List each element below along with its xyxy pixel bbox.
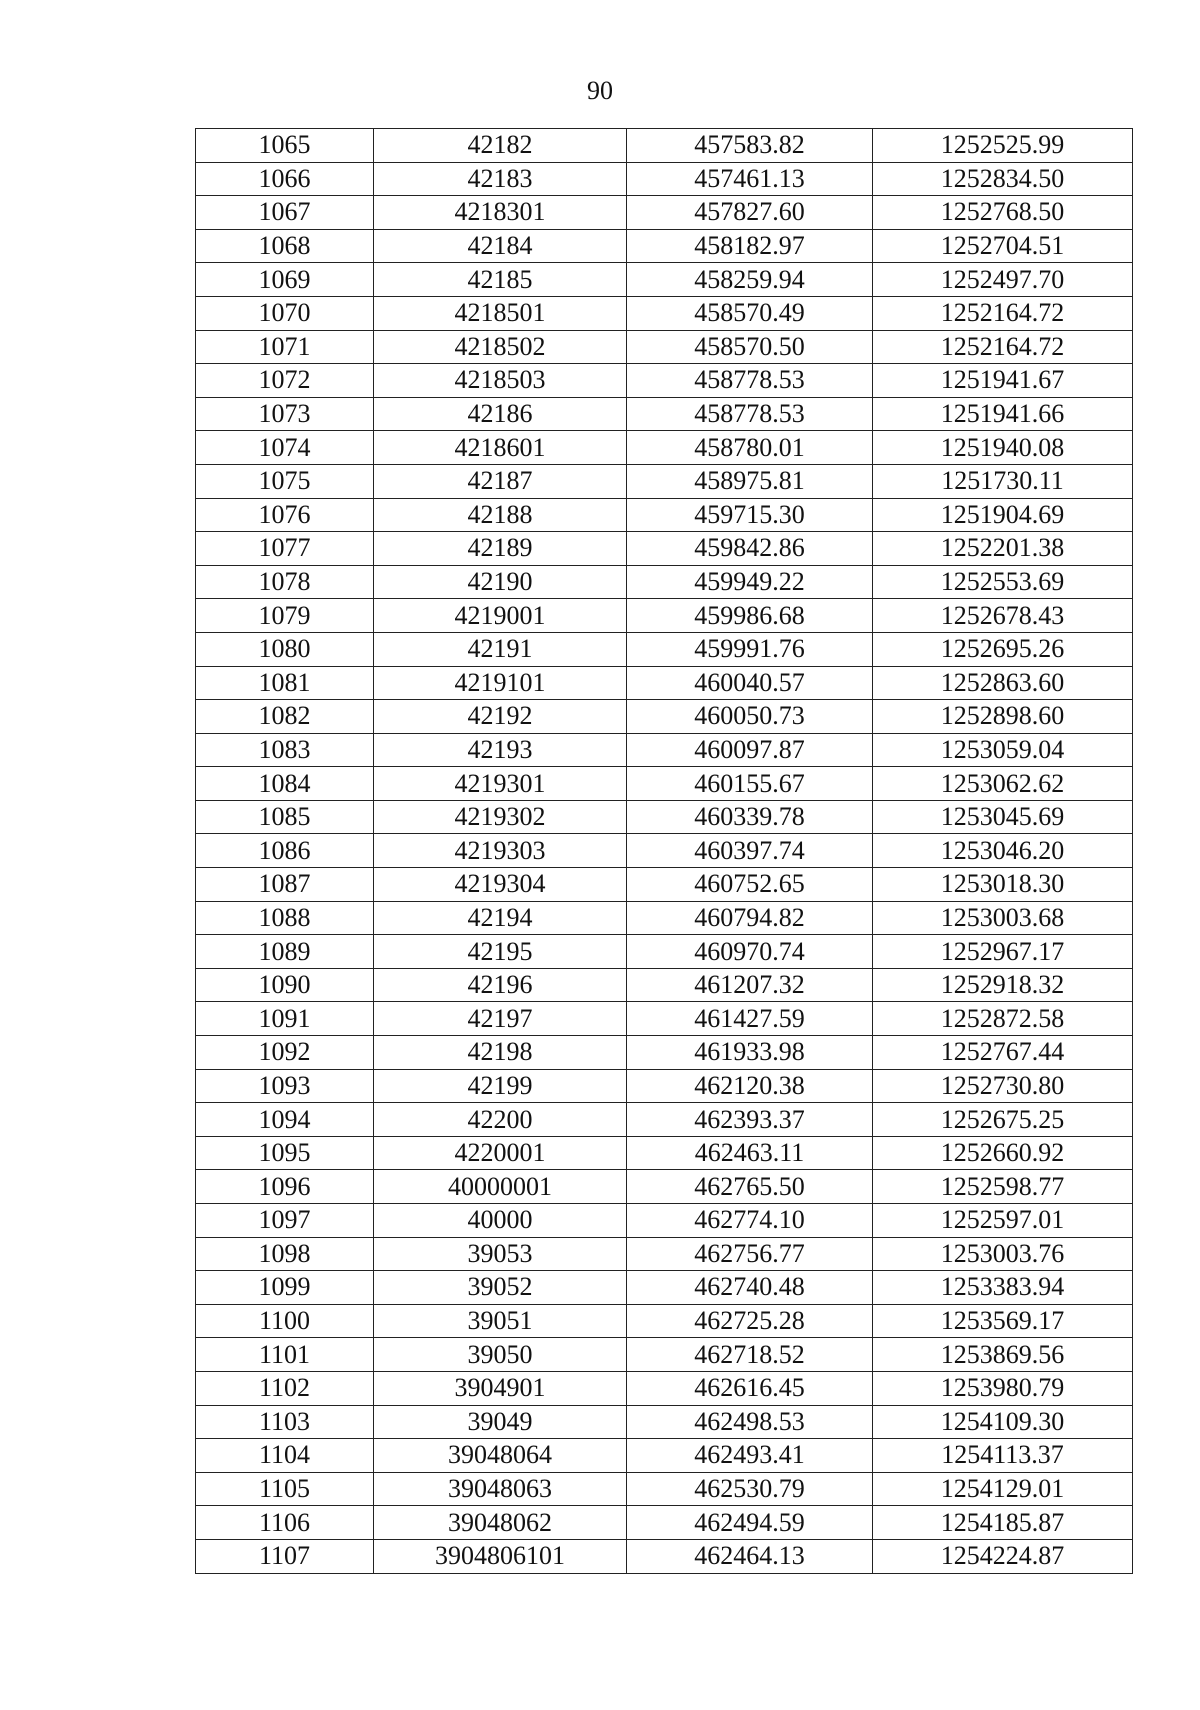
- row-index-cell: 1102: [196, 1371, 374, 1405]
- table-row: [196, 1472, 1133, 1506]
- y-coordinate-cell: 1253018.30: [873, 868, 1133, 902]
- table-row: [196, 767, 1133, 801]
- row-index-cell: 1098: [196, 1237, 374, 1271]
- point-id-cell: 42182: [374, 129, 627, 163]
- table-row: [196, 1136, 1133, 1170]
- point-id-cell: 40000: [374, 1204, 627, 1238]
- table-row: [196, 968, 1133, 1002]
- x-coordinate-cell: 460040.57: [627, 666, 873, 700]
- y-coordinate-cell: 1253569.17: [873, 1304, 1133, 1338]
- table-row: [196, 1036, 1133, 1070]
- x-coordinate-cell: 462725.28: [627, 1304, 873, 1338]
- table-row: [196, 532, 1133, 566]
- y-coordinate-cell: 1252704.51: [873, 229, 1133, 263]
- point-id-cell: 4218601: [374, 431, 627, 465]
- table-row: [196, 330, 1133, 364]
- x-coordinate-cell: 462774.10: [627, 1204, 873, 1238]
- x-coordinate-cell: 458975.81: [627, 464, 873, 498]
- y-coordinate-cell: 1252695.26: [873, 632, 1133, 666]
- point-id-cell: 39052: [374, 1271, 627, 1305]
- point-id-cell: 4219304: [374, 868, 627, 902]
- row-index-cell: 1079: [196, 599, 374, 633]
- y-coordinate-cell: 1253062.62: [873, 767, 1133, 801]
- point-id-cell: 42193: [374, 733, 627, 767]
- x-coordinate-cell: 459986.68: [627, 599, 873, 633]
- row-index-cell: 1106: [196, 1506, 374, 1540]
- point-id-cell: 42183: [374, 162, 627, 196]
- row-index-cell: 1092: [196, 1036, 374, 1070]
- row-index-cell: 1086: [196, 834, 374, 868]
- y-coordinate-cell: 1253383.94: [873, 1271, 1133, 1305]
- point-id-cell: 4219101: [374, 666, 627, 700]
- table-row: [196, 834, 1133, 868]
- x-coordinate-cell: 458778.53: [627, 364, 873, 398]
- x-coordinate-cell: 458780.01: [627, 431, 873, 465]
- y-coordinate-cell: 1251941.66: [873, 397, 1133, 431]
- point-id-cell: 3904806101: [374, 1539, 627, 1573]
- row-index-cell: 1073: [196, 397, 374, 431]
- row-index-cell: 1078: [196, 565, 374, 599]
- coordinates-table: [195, 128, 1133, 1574]
- y-coordinate-cell: 1254113.37: [873, 1439, 1133, 1473]
- row-index-cell: 1081: [196, 666, 374, 700]
- row-index-cell: 1087: [196, 868, 374, 902]
- point-id-cell: 39048064: [374, 1439, 627, 1473]
- row-index-cell: 1097: [196, 1204, 374, 1238]
- point-id-cell: 3904901: [374, 1371, 627, 1405]
- x-coordinate-cell: 462393.37: [627, 1103, 873, 1137]
- row-index-cell: 1105: [196, 1472, 374, 1506]
- table-row: [196, 599, 1133, 633]
- x-coordinate-cell: 460794.82: [627, 901, 873, 935]
- y-coordinate-cell: 1252768.50: [873, 196, 1133, 230]
- row-index-cell: 1080: [196, 632, 374, 666]
- y-coordinate-cell: 1252767.44: [873, 1036, 1133, 1070]
- x-coordinate-cell: 462463.11: [627, 1136, 873, 1170]
- y-coordinate-cell: 1253045.69: [873, 800, 1133, 834]
- x-coordinate-cell: 462740.48: [627, 1271, 873, 1305]
- point-id-cell: 39051: [374, 1304, 627, 1338]
- x-coordinate-cell: 460050.73: [627, 700, 873, 734]
- y-coordinate-cell: 1253003.76: [873, 1237, 1133, 1271]
- row-index-cell: 1094: [196, 1103, 374, 1137]
- row-index-cell: 1090: [196, 968, 374, 1002]
- page-number: 90: [587, 76, 613, 105]
- y-coordinate-cell: 1252918.32: [873, 968, 1133, 1002]
- y-coordinate-cell: 1254109.30: [873, 1405, 1133, 1439]
- x-coordinate-cell: 460339.78: [627, 800, 873, 834]
- x-coordinate-cell: 462498.53: [627, 1405, 873, 1439]
- point-id-cell: 42198: [374, 1036, 627, 1070]
- row-index-cell: 1076: [196, 498, 374, 532]
- x-coordinate-cell: 461427.59: [627, 1002, 873, 1036]
- x-coordinate-cell: 462756.77: [627, 1237, 873, 1271]
- y-coordinate-cell: 1252678.43: [873, 599, 1133, 633]
- y-coordinate-cell: 1252898.60: [873, 700, 1133, 734]
- point-id-cell: 42186: [374, 397, 627, 431]
- x-coordinate-cell: 462464.13: [627, 1539, 873, 1573]
- table-row: [196, 263, 1133, 297]
- row-index-cell: 1085: [196, 800, 374, 834]
- point-id-cell: 42194: [374, 901, 627, 935]
- row-index-cell: 1101: [196, 1338, 374, 1372]
- point-id-cell: 4219302: [374, 800, 627, 834]
- table-row: [196, 296, 1133, 330]
- row-index-cell: 1066: [196, 162, 374, 196]
- x-coordinate-cell: 460155.67: [627, 767, 873, 801]
- y-coordinate-cell: 1252660.92: [873, 1136, 1133, 1170]
- point-id-cell: 4218501: [374, 296, 627, 330]
- table-row: [196, 1170, 1133, 1204]
- row-index-cell: 1070: [196, 296, 374, 330]
- point-id-cell: 4218502: [374, 330, 627, 364]
- point-id-cell: 42200: [374, 1103, 627, 1137]
- point-id-cell: 42187: [374, 464, 627, 498]
- x-coordinate-cell: 462530.79: [627, 1472, 873, 1506]
- y-coordinate-cell: 1252164.72: [873, 330, 1133, 364]
- point-id-cell: 4218503: [374, 364, 627, 398]
- table-row: [196, 1069, 1133, 1103]
- row-index-cell: 1095: [196, 1136, 374, 1170]
- point-id-cell: 42196: [374, 968, 627, 1002]
- y-coordinate-cell: 1252553.69: [873, 565, 1133, 599]
- table-row: [196, 1439, 1133, 1473]
- point-id-cell: 42188: [374, 498, 627, 532]
- row-index-cell: 1100: [196, 1304, 374, 1338]
- x-coordinate-cell: 459715.30: [627, 498, 873, 532]
- table-row: [196, 733, 1133, 767]
- x-coordinate-cell: 461933.98: [627, 1036, 873, 1070]
- y-coordinate-cell: 1252597.01: [873, 1204, 1133, 1238]
- y-coordinate-cell: 1252967.17: [873, 935, 1133, 969]
- row-index-cell: 1072: [196, 364, 374, 398]
- y-coordinate-cell: 1252497.70: [873, 263, 1133, 297]
- point-id-cell: 42190: [374, 565, 627, 599]
- x-coordinate-cell: 462616.45: [627, 1371, 873, 1405]
- x-coordinate-cell: 460970.74: [627, 935, 873, 969]
- row-index-cell: 1075: [196, 464, 374, 498]
- y-coordinate-cell: 1253980.79: [873, 1371, 1133, 1405]
- y-coordinate-cell: 1252730.80: [873, 1069, 1133, 1103]
- table-row: [196, 700, 1133, 734]
- row-index-cell: 1065: [196, 129, 374, 163]
- x-coordinate-cell: 462765.50: [627, 1170, 873, 1204]
- table-row: [196, 431, 1133, 465]
- x-coordinate-cell: 462493.41: [627, 1439, 873, 1473]
- y-coordinate-cell: 1252525.99: [873, 129, 1133, 163]
- y-coordinate-cell: 1253869.56: [873, 1338, 1133, 1372]
- x-coordinate-cell: 458570.49: [627, 296, 873, 330]
- table-row: [196, 464, 1133, 498]
- point-id-cell: 39049: [374, 1405, 627, 1439]
- y-coordinate-cell: 1252201.38: [873, 532, 1133, 566]
- table-row: [196, 1539, 1133, 1573]
- x-coordinate-cell: 460097.87: [627, 733, 873, 767]
- table-row: [196, 196, 1133, 230]
- x-coordinate-cell: 458570.50: [627, 330, 873, 364]
- y-coordinate-cell: 1251940.08: [873, 431, 1133, 465]
- table-row: [196, 1371, 1133, 1405]
- point-id-cell: 42195: [374, 935, 627, 969]
- point-id-cell: 39053: [374, 1237, 627, 1271]
- row-index-cell: 1103: [196, 1405, 374, 1439]
- x-coordinate-cell: 460397.74: [627, 834, 873, 868]
- x-coordinate-cell: 459991.76: [627, 632, 873, 666]
- point-id-cell: 39050: [374, 1338, 627, 1372]
- row-index-cell: 1096: [196, 1170, 374, 1204]
- table-row: [196, 868, 1133, 902]
- row-index-cell: 1099: [196, 1271, 374, 1305]
- x-coordinate-cell: 458182.97: [627, 229, 873, 263]
- table-row: [196, 1506, 1133, 1540]
- y-coordinate-cell: 1252164.72: [873, 296, 1133, 330]
- y-coordinate-cell: 1252598.77: [873, 1170, 1133, 1204]
- x-coordinate-cell: 457461.13: [627, 162, 873, 196]
- row-index-cell: 1083: [196, 733, 374, 767]
- point-id-cell: 42184: [374, 229, 627, 263]
- row-index-cell: 1091: [196, 1002, 374, 1036]
- y-coordinate-cell: 1251904.69: [873, 498, 1133, 532]
- y-coordinate-cell: 1251941.67: [873, 364, 1133, 398]
- table-row: [196, 565, 1133, 599]
- y-coordinate-cell: 1254224.87: [873, 1539, 1133, 1573]
- row-index-cell: 1107: [196, 1539, 374, 1573]
- y-coordinate-cell: 1252675.25: [873, 1103, 1133, 1137]
- x-coordinate-cell: 462120.38: [627, 1069, 873, 1103]
- point-id-cell: 42197: [374, 1002, 627, 1036]
- point-id-cell: 42199: [374, 1069, 627, 1103]
- table-row: [196, 1204, 1133, 1238]
- y-coordinate-cell: 1252872.58: [873, 1002, 1133, 1036]
- table-row: [196, 397, 1133, 431]
- point-id-cell: 4219001: [374, 599, 627, 633]
- x-coordinate-cell: 458778.53: [627, 397, 873, 431]
- x-coordinate-cell: 457583.82: [627, 129, 873, 163]
- x-coordinate-cell: 459949.22: [627, 565, 873, 599]
- row-index-cell: 1077: [196, 532, 374, 566]
- table-row: [196, 901, 1133, 935]
- y-coordinate-cell: 1253046.20: [873, 834, 1133, 868]
- row-index-cell: 1069: [196, 263, 374, 297]
- point-id-cell: 4218301: [374, 196, 627, 230]
- x-coordinate-cell: 461207.32: [627, 968, 873, 1002]
- row-index-cell: 1074: [196, 431, 374, 465]
- x-coordinate-cell: 459842.86: [627, 532, 873, 566]
- y-coordinate-cell: 1253059.04: [873, 733, 1133, 767]
- y-coordinate-cell: 1254129.01: [873, 1472, 1133, 1506]
- row-index-cell: 1104: [196, 1439, 374, 1473]
- table-row: [196, 1002, 1133, 1036]
- table-body: [196, 129, 1133, 1574]
- table-row: [196, 1271, 1133, 1305]
- point-id-cell: 39048062: [374, 1506, 627, 1540]
- y-coordinate-cell: 1251730.11: [873, 464, 1133, 498]
- table-row: [196, 1237, 1133, 1271]
- point-id-cell: 42192: [374, 700, 627, 734]
- point-id-cell: 39048063: [374, 1472, 627, 1506]
- table-row: [196, 1304, 1133, 1338]
- point-id-cell: 40000001: [374, 1170, 627, 1204]
- row-index-cell: 1068: [196, 229, 374, 263]
- row-index-cell: 1071: [196, 330, 374, 364]
- table-row: [196, 935, 1133, 969]
- x-coordinate-cell: 458259.94: [627, 263, 873, 297]
- table-row: [196, 162, 1133, 196]
- point-id-cell: 42189: [374, 532, 627, 566]
- table-row: [196, 129, 1133, 163]
- x-coordinate-cell: 462494.59: [627, 1506, 873, 1540]
- point-id-cell: 42191: [374, 632, 627, 666]
- table-row: [196, 666, 1133, 700]
- point-id-cell: 4219301: [374, 767, 627, 801]
- x-coordinate-cell: 460752.65: [627, 868, 873, 902]
- table-row: [196, 364, 1133, 398]
- row-index-cell: 1082: [196, 700, 374, 734]
- point-id-cell: 4219303: [374, 834, 627, 868]
- y-coordinate-cell: 1253003.68: [873, 901, 1133, 935]
- point-id-cell: 42185: [374, 263, 627, 297]
- row-index-cell: 1089: [196, 935, 374, 969]
- point-id-cell: 4220001: [374, 1136, 627, 1170]
- x-coordinate-cell: 457827.60: [627, 196, 873, 230]
- y-coordinate-cell: 1252863.60: [873, 666, 1133, 700]
- y-coordinate-cell: 1254185.87: [873, 1506, 1133, 1540]
- table-row: [196, 800, 1133, 834]
- table-row: [196, 1338, 1133, 1372]
- table-row: [196, 1405, 1133, 1439]
- table-row: [196, 632, 1133, 666]
- row-index-cell: 1093: [196, 1069, 374, 1103]
- row-index-cell: 1067: [196, 196, 374, 230]
- y-coordinate-cell: 1252834.50: [873, 162, 1133, 196]
- table-row: [196, 1103, 1133, 1137]
- x-coordinate-cell: 462718.52: [627, 1338, 873, 1372]
- table-row: [196, 229, 1133, 263]
- row-index-cell: 1088: [196, 901, 374, 935]
- row-index-cell: 1084: [196, 767, 374, 801]
- table-row: [196, 498, 1133, 532]
